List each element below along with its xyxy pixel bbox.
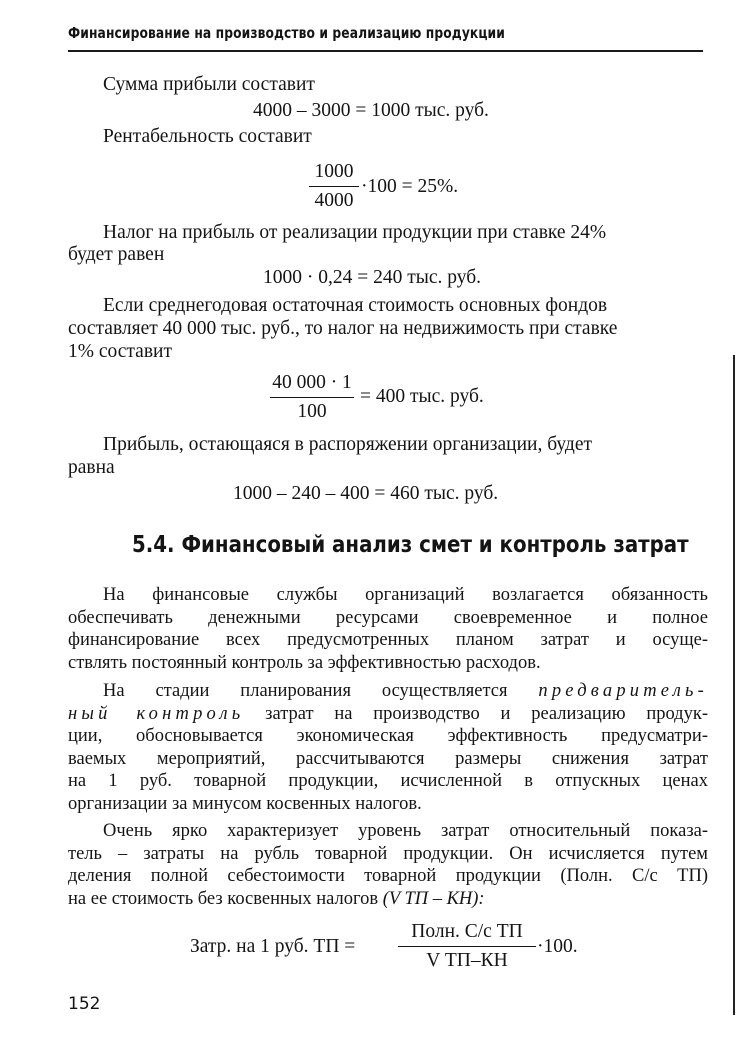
- fraction-numerator: 1000: [314, 161, 354, 182]
- formula-notation: (V ТП – КН):: [382, 888, 485, 909]
- profitability-label: Рентабельность составит: [103, 126, 312, 147]
- tax-line-1: Налог на прибыль от реализации продукции при ставке 24%: [103, 222, 607, 243]
- text-line: Очень ярко характеризует уровень затрат относительный показа-: [103, 821, 708, 841]
- formula-label: Затр. на 1 руб. ТП =: [190, 936, 356, 957]
- fraction-bar: [309, 186, 359, 188]
- fraction-denominator: 4000: [314, 190, 354, 211]
- fraction-numerator: 40 000 · 1: [272, 372, 352, 393]
- section-heading: 5.4. Финансовый анализ смет и контроль затрат: [132, 532, 689, 558]
- paragraph-1: [68, 584, 708, 674]
- fraction-bar: [398, 946, 536, 948]
- text-line: организации за минусом косвенных налогов.: [68, 793, 422, 814]
- fraction-bar: [270, 397, 354, 399]
- fraction-denominator: V ТП–КН: [426, 950, 508, 971]
- text-fragment: на ее стоимость без косвенных налогов: [68, 888, 383, 909]
- property-result: = 400 тыс. руб.: [360, 386, 484, 407]
- text-line: ции, обосновывается экономическая эффективность предусматри-: [68, 726, 708, 746]
- text-line: ствлять постоянный контроль за эффективностью расходов.: [68, 652, 541, 673]
- text-line: на 1 руб. товарной продукции, исчисленной в отпускных ценах: [68, 771, 708, 791]
- page-number: 152: [68, 994, 101, 1014]
- text-line: На финансовые службы организаций возлагается обязанность: [103, 585, 708, 605]
- text-line: финансирование всех предусмотренных планом затрат и осуще-: [68, 630, 708, 650]
- header-rule: [68, 50, 703, 52]
- property-line-1: Если среднегодовая остаточная стоимость основных фондов: [103, 295, 608, 316]
- text-line: [68, 888, 708, 911]
- text-line: [68, 680, 708, 703]
- paragraph-3: [68, 820, 708, 910]
- property-line-3: 1% составит: [68, 341, 172, 362]
- remaining-line-2: равна: [68, 457, 115, 478]
- text-line: обеспечивать денежными ресурсами своевременное и полное: [68, 607, 708, 628]
- text-line: [68, 703, 708, 726]
- remaining-formula: 1000 – 240 – 400 = 460 тыс. руб.: [233, 483, 499, 504]
- property-fraction: [270, 373, 354, 422]
- formula-tail: ·100.: [537, 936, 578, 957]
- profit-label: Сумма прибыли составит: [103, 74, 315, 95]
- profit-formula: 4000 – 3000 = 1000 тыс. руб.: [253, 100, 489, 121]
- fraction-denominator: 100: [297, 401, 327, 422]
- text-line: деления полной себестоимости товарной продукции (Полн. С/с ТП): [68, 866, 708, 886]
- fraction-numerator: Полн. С/с ТП: [411, 921, 523, 942]
- text-fragment: На стадии планирования осуществляется: [103, 681, 539, 701]
- tax-formula: 1000 · 0,24 = 240 тыс. руб.: [263, 267, 482, 288]
- margin-rule: [733, 355, 735, 1015]
- cost-fraction: [398, 922, 536, 971]
- text-line: ваемых мероприятий, рассчитываются размеры снижения затрат: [68, 748, 708, 769]
- emphasis-term: ный контроль: [68, 703, 245, 724]
- text-fragment: затрат на производство и реализацию продук-: [244, 703, 708, 724]
- running-title: Финансирование на производство и реализацию продукции: [68, 24, 505, 42]
- profitability-result: ·100 = 25%.: [361, 176, 459, 197]
- property-line-2: составляет 40 000 тыс. руб., то налог на недвижимость при ставке: [68, 318, 618, 339]
- tax-line-2: будет равен: [68, 244, 165, 265]
- paragraph-2: [68, 680, 708, 815]
- profitability-fraction: [309, 162, 359, 211]
- remaining-line-1: Прибыль, остающаяся в распоряжении организации, будет: [103, 434, 593, 455]
- emphasis-term: предваритель-: [538, 681, 708, 701]
- text-line: тель – затраты на рубль товарной продукции. Он исчисляется путем: [68, 843, 708, 864]
